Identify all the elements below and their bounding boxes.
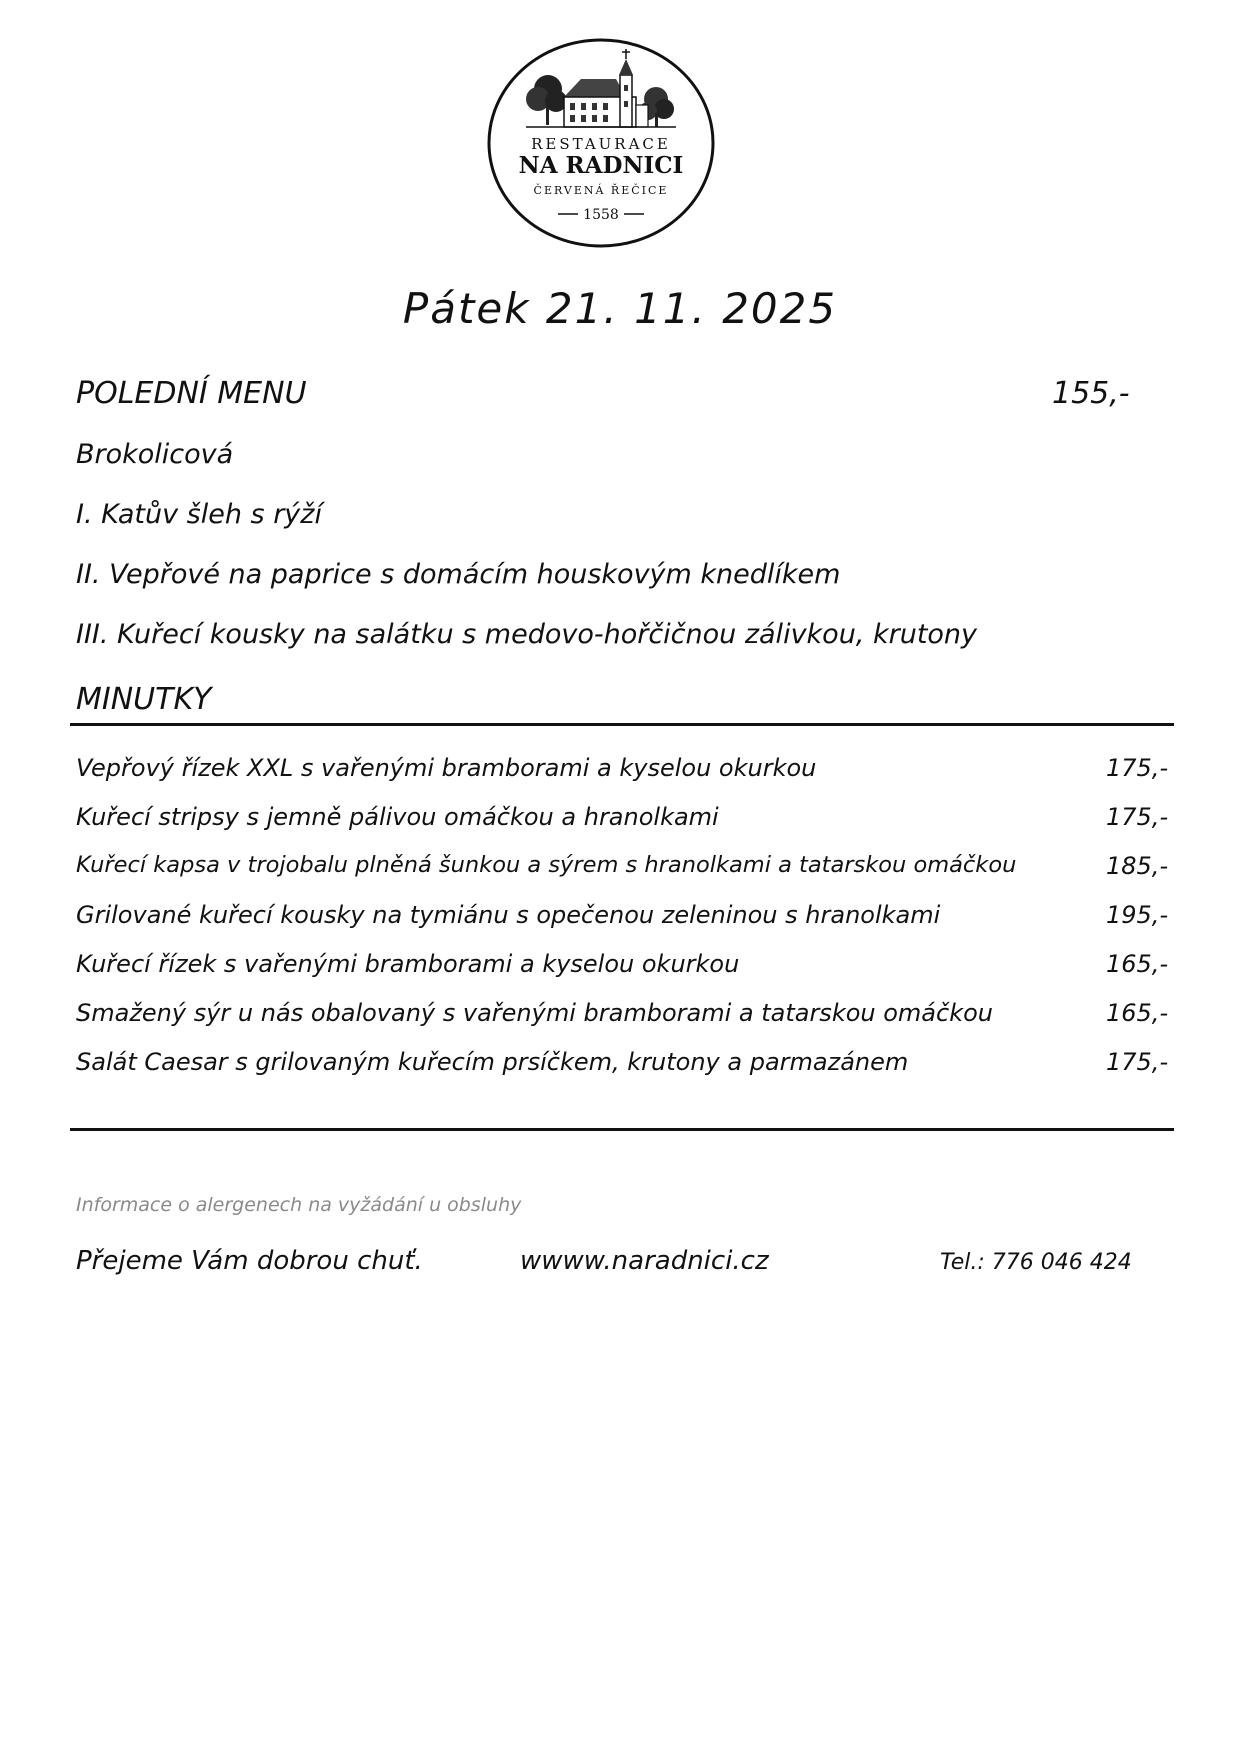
menu-date: Pátek 21. 11. 2025 — [402, 284, 838, 333]
minutky-row — [76, 999, 1176, 1033]
poledni-item-2: II. Vepřové na paprice s domácím houskovým knedlíkem — [76, 559, 841, 590]
logo-line2: NA RADNICI — [518, 152, 684, 179]
minutky-item-name: Salát Caesar s grilovaným kuřecím prsíčkem, krutony a parmazánem — [76, 1048, 909, 1076]
minutky-item-name: Vepřový řízek XXL s vařenými bramborami a kyselou okurkou — [76, 754, 817, 782]
minutky-item-name: Kuřecí kapsa v trojobalu plněná šunkou a sýrem s hranolkami a tatarskou omáčkou — [76, 852, 1017, 878]
logo-emblem — [486, 37, 716, 249]
phone-number[interactable]: Tel.: 776 046 424 — [940, 1250, 1132, 1275]
minutky-title: MINUTKY — [76, 682, 212, 717]
divider-bottom — [70, 1128, 1174, 1131]
logo-year: 1558 — [583, 207, 619, 223]
restaurant-logo — [486, 37, 716, 249]
poledni-menu-title: POLEDNÍ MENU — [76, 376, 307, 411]
website-link[interactable]: wwww.naradnici.cz — [520, 1246, 769, 1276]
minutky-item-price: 175,- — [1106, 1048, 1169, 1076]
minutky-row — [76, 950, 1176, 984]
poledni-item-3: III. Kuřecí kousky na salátku s medovo-hořčičnou zálivkou, krutony — [76, 619, 978, 650]
minutky-row — [76, 1048, 1176, 1082]
minutky-row — [76, 803, 1176, 837]
poledni-menu-price: 155,- — [1052, 376, 1130, 411]
minutky-item-price: 165,- — [1106, 999, 1169, 1027]
wish-text: Přejeme Vám dobrou chuť. — [76, 1246, 423, 1276]
minutky-item-name: Grilované kuřecí kousky na tymiánu s opečenou zeleninou s hranolkami — [76, 901, 941, 929]
logo-line3: ČERVENÁ ŘEČICE — [533, 184, 669, 197]
poledni-item-1: I. Katův šleh s rýží — [76, 499, 322, 530]
minutky-row — [76, 901, 1176, 935]
minutky-item-name: Kuřecí řízek s vařenými bramborami a kyselou okurkou — [76, 950, 740, 978]
minutky-row — [76, 754, 1176, 788]
minutky-item-price: 165,- — [1106, 950, 1169, 978]
minutky-row — [76, 852, 1176, 886]
minutky-item-name: Kuřecí stripsy s jemně pálivou omáčkou a hranolkami — [76, 803, 719, 831]
minutky-item-price: 185,- — [1106, 852, 1169, 880]
minutky-item-price: 175,- — [1106, 754, 1169, 782]
divider-top — [70, 723, 1174, 726]
allergen-note: Informace o alergenech na vyžádání u obsluhy — [76, 1194, 522, 1216]
logo-line1: RESTAURACE — [531, 135, 671, 153]
minutky-item-name: Smažený sýr u nás obalovaný s vařenými bramborami a tatarskou omáčkou — [76, 999, 993, 1027]
minutky-item-price: 175,- — [1106, 803, 1169, 831]
minutky-item-price: 195,- — [1106, 901, 1169, 929]
poledni-item-soup: Brokolicová — [76, 439, 234, 470]
